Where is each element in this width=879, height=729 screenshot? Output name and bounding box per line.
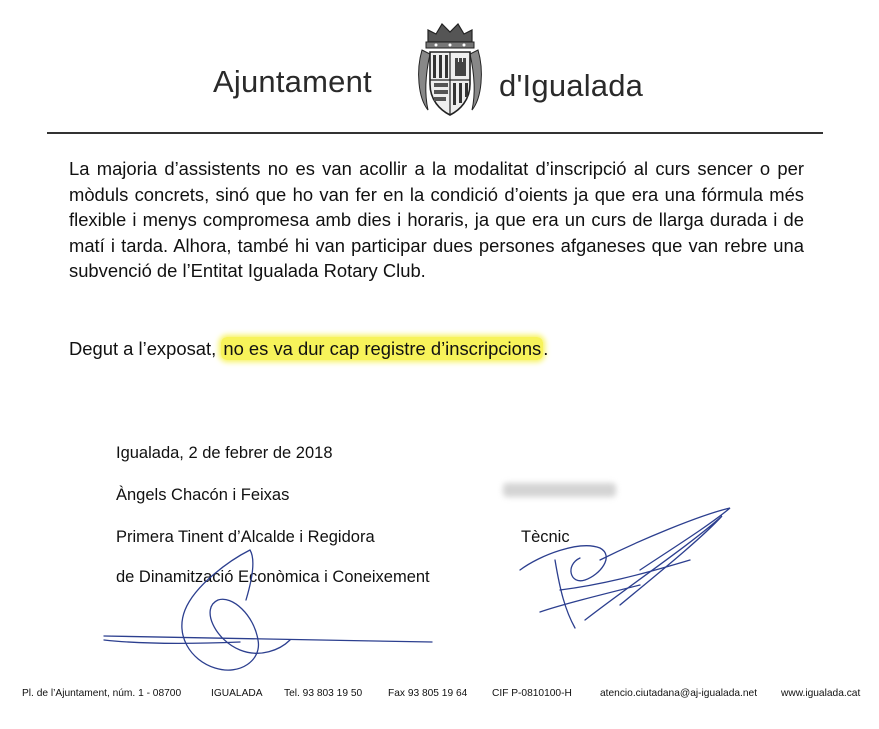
highlighted-text: no es va dur cap registre d’inscripcions — [223, 338, 542, 359]
footer-address: Pl. de l’Ajuntament, núm. 1 - 08700 — [22, 688, 182, 699]
paragraph-attendance: La majoria d’assistents no es van acollir a la modalitat d’inscripció al curs sencer o per mòduls concrets, sinó que ho van fer en la condició d’oients ja que era una fórmula més flexible i menys compromesa amb dies i horaris, ja que era un curs de llarga durada i de matí i tarda. Alhora, també hi van participar dues persones afganeses que van rebre una subvenció de l’Entitat Igualada Rotary Club. — [69, 158, 804, 282]
footer-cif: CIF P-0810100-H — [492, 688, 572, 699]
letterhead — [0, 0, 879, 140]
place-date: Igualada, 2 de febrer de 2018 — [116, 444, 333, 462]
signatory-role-line1: Primera Tinent d’Alcalde i Regidora — [116, 528, 375, 546]
footer-email[interactable]: atencio.ciutadana@aj-igualada.net — [600, 688, 758, 699]
signatory-role-line2: de Dinamització Econòmica i Coneixement — [116, 568, 430, 586]
letterhead-igualada: d'Igualada — [499, 68, 644, 103]
body-text — [69, 156, 804, 284]
conclusion-prefix: Degut a l’exposat, — [69, 338, 217, 359]
header-rule — [47, 132, 823, 134]
letterhead-ajuntament: Ajuntament — [213, 64, 372, 99]
tecnic-label: Tècnic — [521, 528, 570, 546]
coat-of-arms-icon — [414, 20, 486, 120]
footer-city: IGUALADA — [211, 688, 263, 699]
signature-right — [520, 508, 730, 628]
signatory-name: Àngels Chacón i Feixas — [116, 486, 290, 504]
footer-web[interactable]: www.igualada.cat — [781, 688, 861, 699]
footer-fax: Fax 93 805 19 64 — [388, 688, 468, 699]
footer — [0, 688, 879, 704]
redacted-tecnic-name — [503, 483, 616, 497]
conclusion-suffix: . — [543, 338, 549, 359]
paragraph-conclusion — [69, 336, 548, 362]
footer-tel: Tel. 93 803 19 50 — [284, 688, 363, 699]
